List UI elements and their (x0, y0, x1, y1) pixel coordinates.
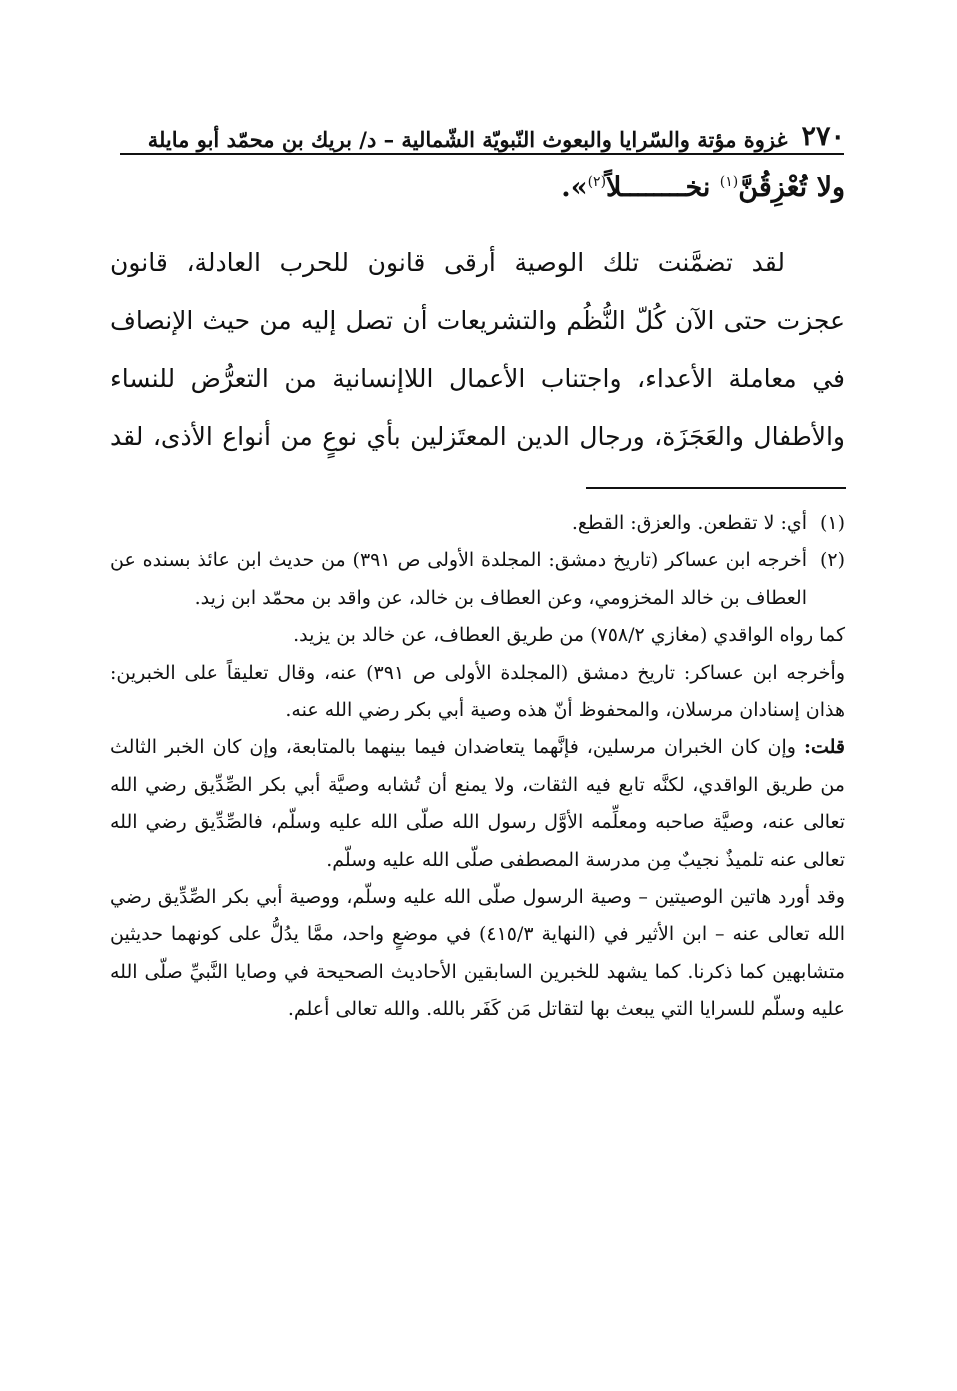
footnote-1 (110, 505, 845, 542)
footnote-text: أخرجه ابن عساكر (تاريخ دمشق: المجلدة الأولى ص ٣٩١) من حديث ابن عائذ بسنده عن العطاف بن خالد المخزومي، وعن العطاف بن خالد، عن واقد بن محمّد ابن زيد. (110, 549, 807, 609)
footnote-paragraph (110, 729, 845, 879)
quoted-phrase (561, 172, 845, 203)
running-title: غزوة مؤتة والسّرايا والبعوث النّبويّة الشّمالية – د/ بريك بن محمّد أبو مايلة (147, 127, 788, 152)
footnote-paragraph: وقد أورد هاتين الوصيتين – وصية الرسول صلّى الله عليه وسلّم، ووصية أبي بكر الصِّدِّيق رضي الله تعالى عنه – ابن الأثير في (النهاية ٤١٥/٣) في موضعٍ واحد، ممَّا يدُلُّ على كونهما حديثين متشابهين كما ذكرنا. كما يشهد للخبرين السابقين الأحاديث الصحيحة في وصايا النَّبيِّ صلّى الله عليه وسلّم للسرايا التي يبعث بها لتقاتل مَن كَفَر بالله. والله تعالى أعلم. (110, 886, 845, 1021)
footnote-number: (١) (819, 512, 845, 534)
footnote-2 (110, 542, 845, 617)
running-head (115, 112, 845, 152)
body-line: عجزت حتى الآن كُلّ النُّظُم والتشريعات أن تصل إليه من حيث الإنصاف (110, 306, 845, 335)
footnote-paragraph: كما رواه الواقدي (مغازي ٧٥٨/٢) من طريق العطاف، عن خالد بن يزيد. (293, 624, 845, 647)
footnote-paragraph: وأخرجه ابن عساكر: تاريخ دمشق (المجلدة الأولى ص ٣٩١) عنه، وقال تعليقاً على الخبرين: هذان إسنادان مرسلان، والمحفوظ أنّ هذه وصية أبي بكر رضي الله عنه. (110, 661, 845, 722)
footnote-text: أي: لا تقطعن. والعزق: القطع. (571, 512, 807, 534)
page-number: ٢٧٠ (801, 121, 845, 152)
footnote-ref-1: (١) (719, 174, 739, 190)
footnote-number: (٢) (819, 549, 845, 572)
quote-text-1: ولا تُعْزِقُنَّ (738, 172, 845, 203)
main-text (110, 234, 845, 466)
body-line: والأطفال والعَجَزَة، ورجال الدين المعتَزلين بأي نوعٍ من أنواع الأذى، لقد (110, 422, 845, 451)
quote-end: ». (561, 172, 588, 203)
body-line: لقد تضمَّنت تلك الوصية أرقى قانون للحرب العادلة، قانون (110, 248, 785, 277)
quote-text-2: نخــــــــلاً (606, 172, 720, 203)
footnote-ref-2: (٢) (587, 174, 607, 190)
comment-label: قلت: (803, 736, 845, 759)
body-line: في معاملة الأعداء، واجتناب الأعمال اللاإنسانية من التعرُّض للنساء (110, 364, 845, 393)
footnotes (110, 505, 845, 1029)
comment-text: وإن كان الخبران مرسلين، فإنَّهما يتعاضدان فيما بينهما بالمتابعة، وإن كان الخبر الثالث من طريق الواقدي، لكنَّه تابع فيه الثقات، ولا يمنع أن تُشابه وصيَّة أبي بكر الصِّدِّيق رضي الله تعالى عنه، وصيَّة صاحبه ومعلِّمه الأوَّل رسول الله صلّى الله عليه وسلّم، فالصِّدِّيق رضي الله تعالى عنه تلميذٌ نجيبٌ مِن مدرسة المصطفى صلّى الله عليه وسلّم. (110, 736, 845, 871)
header-divider (120, 153, 844, 155)
footnote-divider (586, 487, 846, 489)
